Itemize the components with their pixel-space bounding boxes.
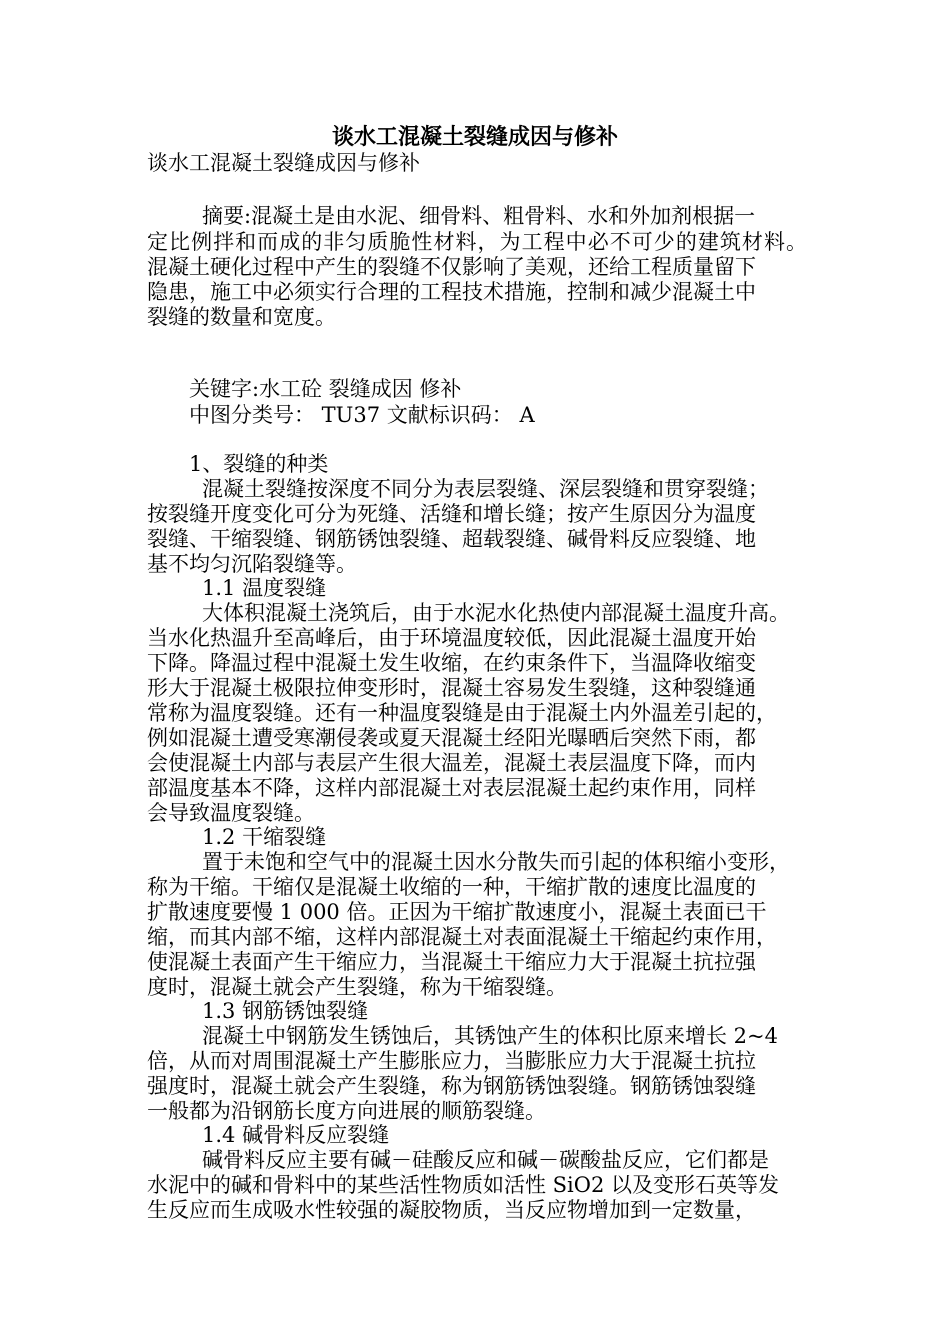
paragraph-line: 扩散速度要慢 1 000 倍。正因为干缩扩散速度小，混凝土表面已干 — [147, 900, 767, 924]
paragraph-line: 缩，而其内部不缩，这样内部混凝土对表面混凝土干缩起约束作用， — [147, 925, 777, 949]
paragraph-line: 称为干缩。干缩仅是混凝土收缩的一种，干缩扩散的速度比温度的 — [147, 875, 756, 899]
paragraph-line: 大体积混凝土浇筑后，由于水泥水化热使内部混凝土温度升高。 — [202, 601, 790, 625]
paragraph-line: 当水化热温升至高峰后，由于环境温度较低，因此混凝土温度开始 — [147, 626, 756, 650]
subsection-heading: 1.3 钢筋锈蚀裂缝 — [202, 999, 369, 1023]
classification: 中图分类号： TU37 文献标识码： A — [189, 403, 535, 427]
paragraph-line: 部温度基本不降，这样内部混凝土对表层混凝土起约束作用，同样 — [147, 776, 756, 800]
abstract-line: 定比例拌和而成的非匀质脆性材料，为工程中必不可少的建筑材料。 — [147, 230, 807, 254]
paragraph-line: 度时，混凝土就会产生裂缝，称为干缩裂缝。 — [147, 975, 567, 999]
abstract-line: 混凝土硬化过程中产生的裂缝不仅影响了美观，还给工程质量留下 — [147, 255, 756, 279]
section-heading: 1、裂缝的种类 — [189, 452, 329, 476]
paragraph-line: 会导致温度裂缝。 — [147, 801, 315, 825]
paragraph-line: 裂缝、干缩裂缝、钢筋锈蚀裂缝、超载裂缝、碱骨料反应裂缝、地 — [147, 527, 756, 551]
paragraph-line: 混凝土裂缝按深度不同分为表层裂缝、深层裂缝和贯穿裂缝； — [202, 477, 769, 501]
paragraph-line: 强度时，混凝土就会产生裂缝，称为钢筋锈蚀裂缝。钢筋锈蚀裂缝 — [147, 1074, 756, 1098]
subsection-heading: 1.1 温度裂缝 — [202, 576, 327, 600]
abstract-line: 摘要:混凝土是由水泥、细骨料、粗骨料、水和外加剂根据一 — [202, 204, 756, 228]
paragraph-line: 水泥中的碱和骨料中的某些活性物质如活性 SiO2 以及变形石英等发 — [147, 1173, 780, 1197]
paragraph-line: 倍，从而对周围混凝土产生膨胀应力，当膨胀应力大于混凝土抗拉 — [147, 1049, 756, 1073]
paragraph-line: 例如混凝土遭受寒潮侵袭或夏天混凝土经阳光曝晒后突然下雨，都 — [147, 726, 756, 750]
paragraph-line: 碱骨料反应主要有碱－硅酸反应和碱－碳酸盐反应，它们都是 — [202, 1148, 769, 1172]
paragraph-line: 下降。降温过程中混凝土发生收缩，在约束条件下，当温降收缩变 — [147, 651, 756, 675]
paragraph-line: 形大于混凝土极限拉伸变形时，混凝土容易发生裂缝，这种裂缝通 — [147, 676, 756, 700]
paragraph-line: 置于未饱和空气中的混凝土因水分散失而引起的体积缩小变形， — [202, 850, 790, 874]
keywords: 关键字:水工砼 裂缝成因 修补 — [189, 377, 462, 401]
paragraph-line: 生反应而生成吸水性较强的凝胶物质，当反应物增加到一定数量， — [147, 1198, 756, 1222]
document-title: 谈水工混凝土裂缝成因与修补 — [331, 124, 618, 150]
paragraph-line: 使混凝土表面产生干缩应力，当混凝土干缩应力大于混凝土抗拉强 — [147, 950, 756, 974]
paragraph-line: 基不均匀沉陷裂缝等。 — [147, 552, 357, 576]
paragraph-line: 一般都为沿钢筋长度方向进展的顺筋裂缝。 — [147, 1099, 546, 1123]
abstract-line: 隐患，施工中必须实行合理的工程技术措施，控制和减少混凝土中 — [147, 280, 756, 304]
paragraph-line: 按裂缝开度变化可分为死缝、活缝和增长缝；按产生原因分为温度 — [147, 502, 756, 526]
subsection-heading: 1.4 碱骨料反应裂缝 — [202, 1123, 390, 1147]
paragraph-line: 混凝土中钢筋发生锈蚀后，其锈蚀产生的体积比原来增长 2~4 — [202, 1024, 778, 1048]
subsection-heading: 1.2 干缩裂缝 — [202, 825, 327, 849]
document-subtitle: 谈水工混凝土裂缝成因与修补 — [147, 151, 420, 175]
paragraph-line: 会使混凝土内部与表层产生很大温差，混凝土表层温度下降，而内 — [147, 751, 756, 775]
paragraph-line: 常称为温度裂缝。还有一种温度裂缝是由于混凝土内外温差引起的， — [147, 701, 777, 725]
abstract-line: 裂缝的数量和宽度。 — [147, 305, 336, 329]
